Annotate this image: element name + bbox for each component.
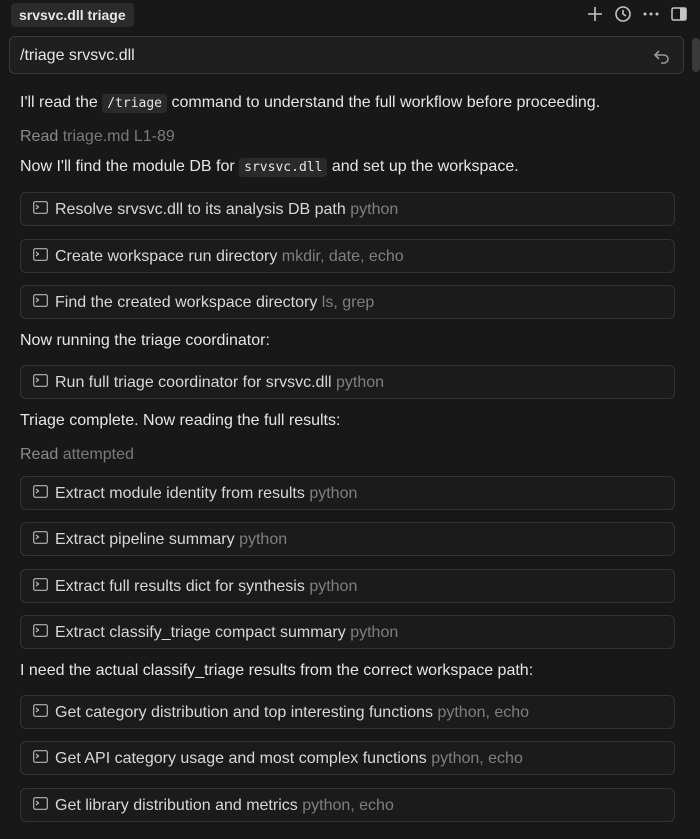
tool-call-module-identity[interactable] — [20, 476, 675, 510]
intro-text-end: command to understand the full workflow before proceeding. — [167, 94, 601, 111]
tool-call-category-distribution[interactable] — [20, 695, 675, 729]
read-label: Read — [20, 128, 59, 145]
terminal-icon — [33, 485, 48, 498]
terminal-icon — [33, 750, 48, 763]
tool-call-label: Resolve srvsvc.dll to its analysis DB path python — [55, 201, 399, 218]
prompt-input[interactable] — [9, 36, 684, 74]
terminal-icon — [33, 201, 48, 214]
read-value: attempted — [62, 446, 134, 463]
terminal-icon — [33, 294, 48, 307]
tool-call-label: Run full triage coordinator for srvsvc.dll python — [55, 374, 385, 391]
find-text: Now I'll find the module DB for — [20, 158, 240, 175]
terminal-icon — [33, 578, 48, 591]
tool-call-label: Get API category usage and most complex functions python, echo — [55, 750, 523, 767]
complete-message: Triage complete. Now reading the full results: — [20, 412, 341, 429]
session-title[interactable]: srvsvc.dll triage — [11, 3, 134, 27]
prompt-input-value[interactable]: /triage srvsvc.dll — [20, 47, 135, 64]
more-icon[interactable] — [642, 5, 660, 23]
read-value: triage.md L1-89 — [62, 128, 175, 145]
top-bar — [0, 0, 700, 30]
tool-call-label: Extract full results dict for synthesis python — [55, 578, 358, 595]
tool-call-classify-summary[interactable] — [20, 615, 675, 649]
terminal-icon — [33, 248, 48, 261]
find-text-end: and set up the workspace. — [327, 158, 519, 175]
panel-icon[interactable] — [670, 5, 688, 23]
undo-icon[interactable] — [653, 47, 671, 65]
read-line-2[interactable] — [20, 446, 134, 464]
find-message — [20, 158, 519, 176]
terminal-icon — [33, 624, 48, 637]
intro-text: I'll read the — [20, 94, 103, 111]
top-toolbar — [586, 5, 688, 23]
read-line-1[interactable] — [20, 128, 175, 146]
tool-call-library-distribution[interactable] — [20, 788, 675, 822]
terminal-icon — [33, 531, 48, 544]
tool-call-label: Find the created workspace directory ls, grep — [55, 294, 375, 311]
intro-message — [20, 94, 600, 112]
tool-call-label: Extract pipeline summary python — [55, 531, 288, 548]
tool-call-full-results[interactable] — [20, 569, 675, 603]
tool-call-create-workspace[interactable] — [20, 239, 675, 273]
tool-call-resolve[interactable] — [20, 192, 675, 226]
read-label: Read — [20, 446, 59, 463]
need-message: I need the actual classify_triage results from the correct workspace path: — [20, 662, 534, 679]
terminal-icon — [33, 797, 48, 810]
tool-call-label: Extract module identity from results python — [55, 485, 358, 502]
running-message: Now running the triage coordinator: — [20, 332, 270, 349]
tool-call-api-usage[interactable] — [20, 741, 675, 775]
find-code: srvsvc.dll — [239, 158, 327, 177]
tool-call-find-workspace[interactable] — [20, 285, 675, 319]
tool-call-label: Extract classify_triage compact summary python — [55, 624, 399, 641]
scrollbar[interactable] — [692, 38, 700, 72]
tool-call-run-coordinator[interactable] — [20, 365, 675, 399]
intro-code: /triage — [102, 94, 167, 113]
terminal-icon — [33, 704, 48, 717]
tool-call-label: Create workspace run directory mkdir, date, echo — [55, 248, 404, 265]
plus-icon[interactable] — [586, 5, 604, 23]
tool-call-pipeline-summary[interactable] — [20, 522, 675, 556]
tool-call-label: Get category distribution and top interesting functions python, echo — [55, 704, 530, 721]
tool-call-label: Get library distribution and metrics python, echo — [55, 797, 394, 814]
history-icon[interactable] — [614, 5, 632, 23]
terminal-icon — [33, 374, 48, 387]
